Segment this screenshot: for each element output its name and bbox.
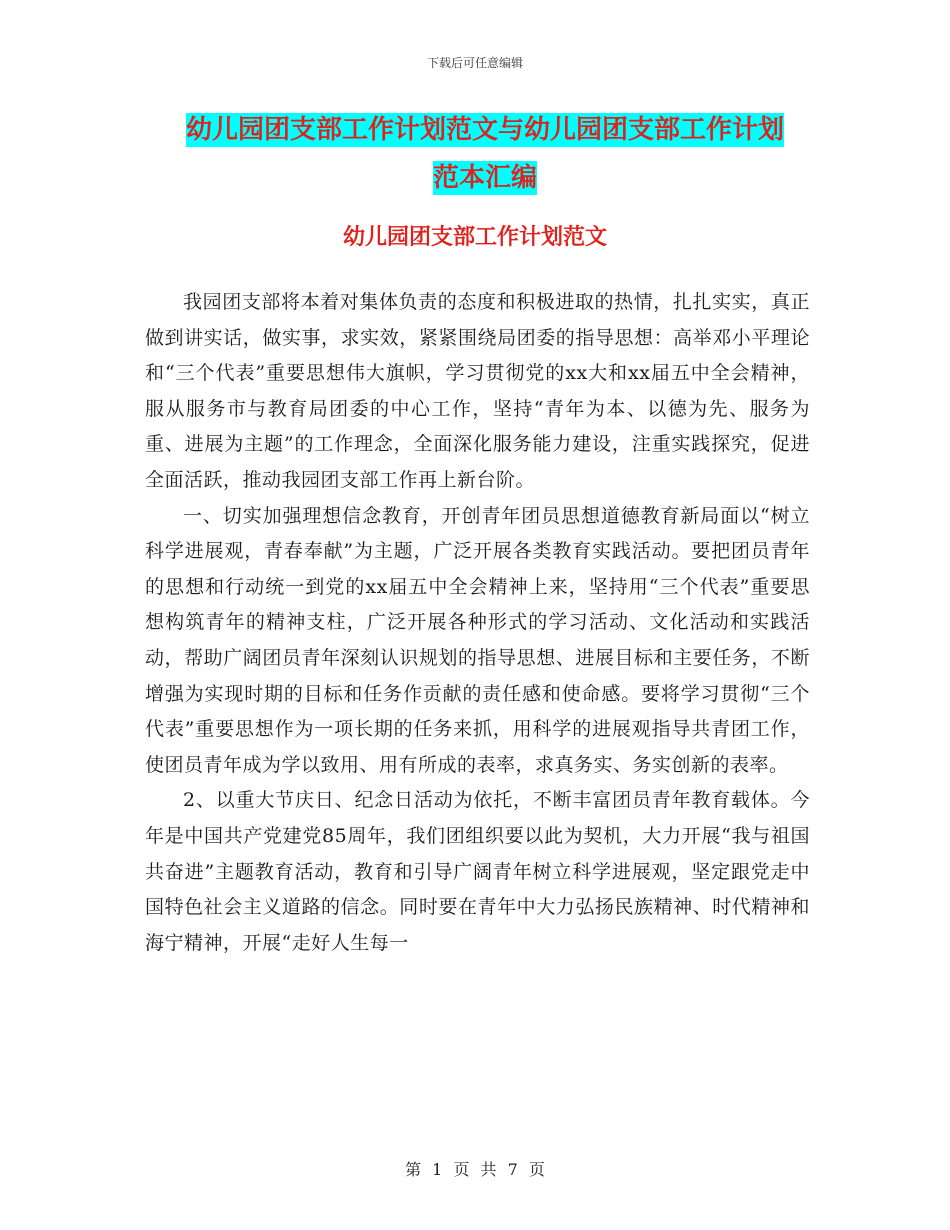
document-title-line-2: 范本汇编: [432, 163, 537, 193]
page-header-note: 下载后可任意编辑: [426, 56, 523, 70]
document-title: [145, 106, 825, 202]
document-body: [145, 285, 810, 961]
document-title-line-1: 幼儿园团支部工作计划范文与幼儿园团支部工作计划: [185, 115, 784, 145]
body-paragraph: 我园团支部将本着对集体负责的态度和积极进取的热情，扎扎实实，真正做到讲实话，做实事，求实效，紧紧围绕局团委的指导思想：高举邓小平理论和“三个代表”重要思想伟大旗帜，学习贯彻党的xx大和xx届五中全会精神，服从服务市与教育局团委的中心工作，坚持“青年为本、以德为先、服务为重、进展为主题”的工作理念，全面深化服务能力建设，注重实践探究，促进全面活跃，推动我园团支部工作再上新台阶。: [145, 291, 810, 491]
page-number-footer: 第 1 页 共 7 页: [405, 1160, 545, 1179]
section-heading: 幼儿园团支部工作计划范文: [342, 224, 607, 250]
body-paragraph: 2、以重大节庆日、纪念日活动为依托，不断丰富团员青年教育载体。今年是中国共产党建党85周年，我们团组织要以此为契机，大力开展“我与祖国共奋进”主题教育活动，教育和引导广阔青年树立科学进展观，坚定跟党走中国特色社会主义道路的信念。同时要在青年中大力弘扬民族精神、时代精神和海宁精神，开展“走好人生每一: [145, 789, 810, 954]
body-paragraph: 一、切实加强理想信念教育，开创青年团员思想道德教育新局面以“树立科学进展观，青春奉献”为主题，广泛开展各类教育实践活动。要把团员青年的思想和行动统一到党的xx届五中全会精神上来，坚持用“三个代表”重要思想构筑青年的精神支柱，广泛开展各种形式的学习活动、文化活动和实践活动，帮助广阔团员青年深刻认识规划的指导思想、进展目标和主要任务，不断增强为实现时期的目标和任务作贡献的责任感和使命感。要将学习贯彻“三个代表”重要思想作为一项长期的任务来抓，用科学的进展观指导共青团工作，使团员青年成为学以致用、用有所成的表率，求真务实、务实创新的表率。: [145, 504, 810, 776]
